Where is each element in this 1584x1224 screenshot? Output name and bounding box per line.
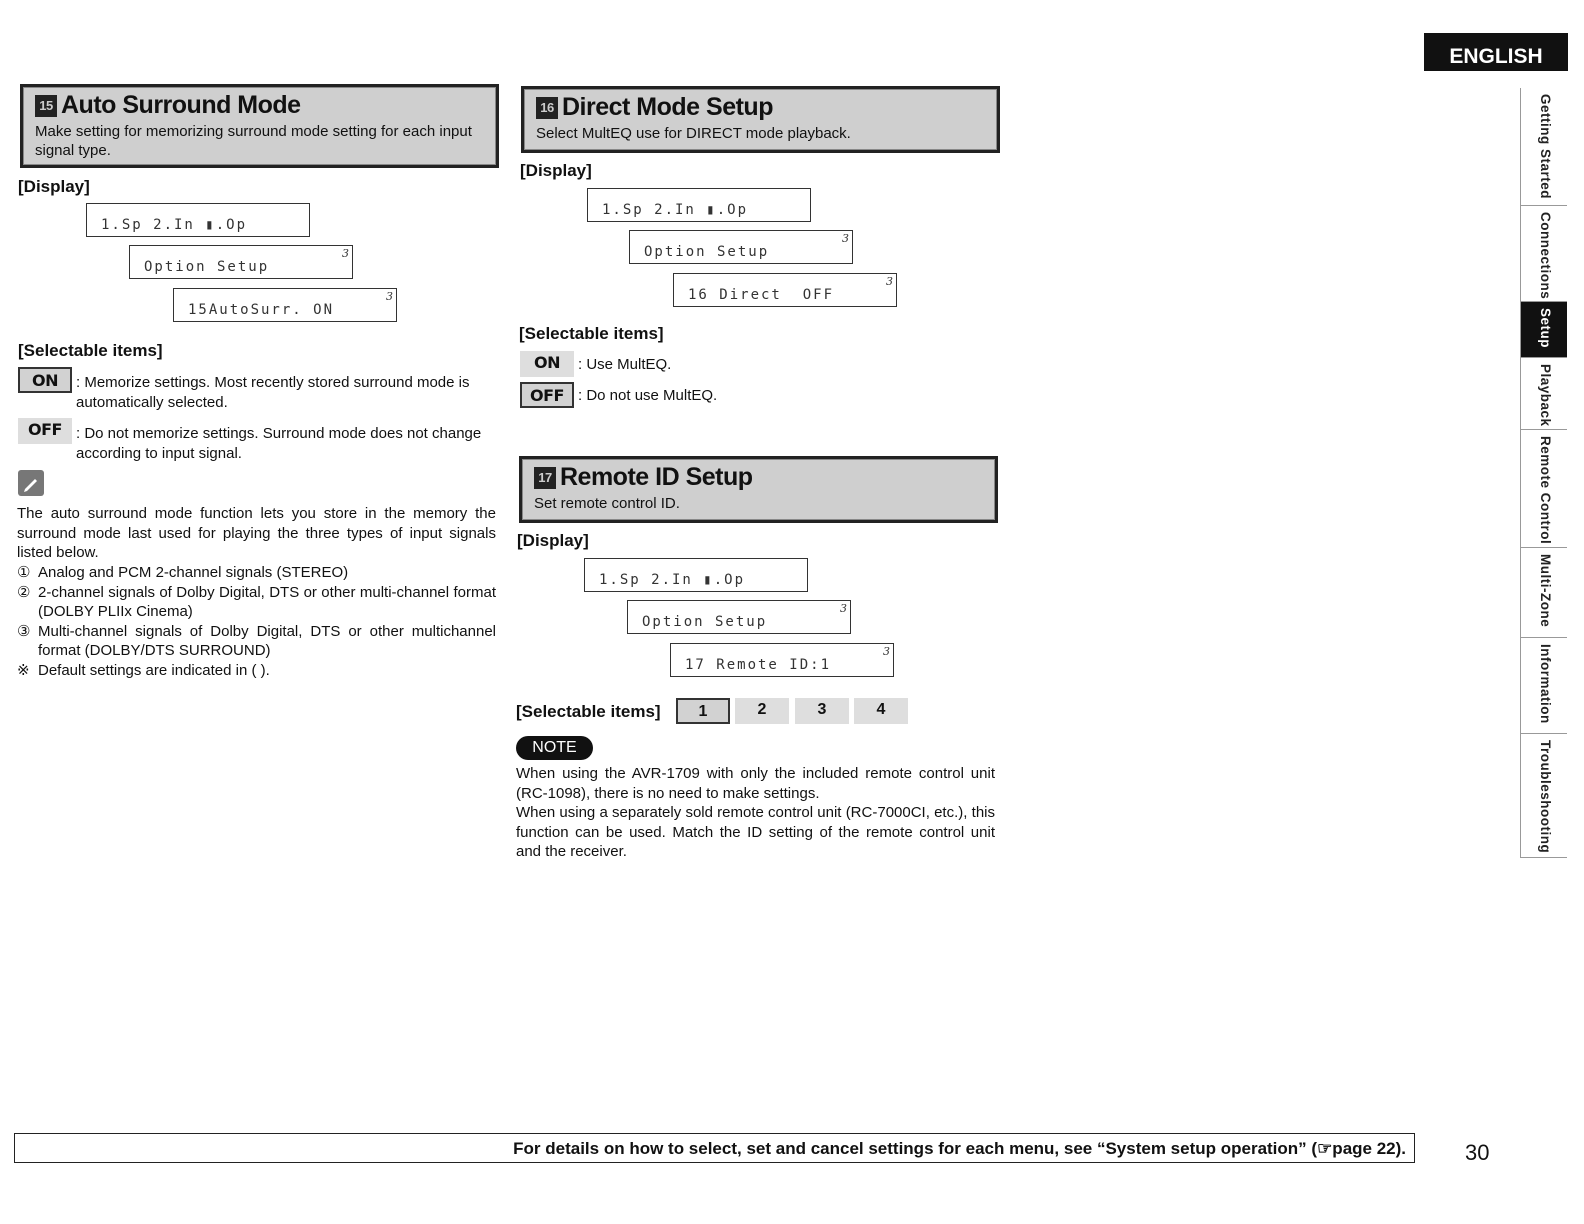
section-number: 16 bbox=[536, 97, 558, 119]
off-badge: OFF bbox=[520, 382, 574, 408]
tab-information[interactable] bbox=[1521, 638, 1567, 734]
tab-connections[interactable] bbox=[1521, 206, 1567, 302]
selectable-label: [Selectable items] bbox=[519, 324, 664, 343]
lcd-indicator: 3 bbox=[342, 247, 349, 260]
lcd-display bbox=[629, 230, 853, 264]
tab-label: Multi-Zone bbox=[1538, 554, 1553, 628]
list-marker: ② bbox=[17, 583, 31, 601]
tab-label: Connections bbox=[1538, 212, 1553, 300]
section-title bbox=[536, 93, 985, 122]
lcd-text: 16 Direct OFF bbox=[688, 287, 835, 303]
remote-id-header bbox=[519, 456, 998, 523]
lcd-text: Option Setup bbox=[144, 259, 270, 275]
tab-troubleshooting[interactable] bbox=[1521, 734, 1567, 858]
tab-setup[interactable] bbox=[1521, 302, 1567, 358]
lcd-text: 15AutoSurr. ON bbox=[188, 302, 335, 318]
section-number: 15 bbox=[35, 95, 57, 117]
display-label: [Display] bbox=[18, 177, 90, 196]
auto-surround-subtitle: Make setting for memorizing surround mode setting for each input signal type. bbox=[35, 123, 472, 159]
lcd-display bbox=[86, 203, 310, 237]
lcd-display bbox=[670, 643, 894, 677]
lcd-display bbox=[627, 600, 851, 634]
lcd-text: 1.Sp 2.In ▮.Op bbox=[599, 572, 746, 588]
list-text: Default settings are indicated in ( ). bbox=[38, 661, 270, 679]
lcd-display bbox=[173, 288, 397, 322]
lcd-text: 1.Sp 2.In ▮.Op bbox=[602, 202, 749, 218]
tab-label: Remote Control bbox=[1538, 436, 1553, 545]
side-tabs bbox=[1520, 88, 1567, 858]
lcd-indicator: 3 bbox=[886, 275, 893, 288]
lcd-display bbox=[587, 188, 811, 222]
off-description: : Do not memorize settings. Surround mode does not change according to input signal. bbox=[76, 425, 482, 462]
lcd-text: 17 Remote ID:1 bbox=[685, 657, 832, 673]
on-description: : Use MultEQ. bbox=[578, 356, 672, 373]
on-badge: ON bbox=[520, 351, 574, 377]
lcd-indicator: 3 bbox=[840, 602, 847, 615]
list-item bbox=[17, 622, 496, 661]
section-title bbox=[35, 91, 484, 120]
direct-mode-title: Direct Mode Setup bbox=[562, 93, 773, 121]
note-badge: NOTE bbox=[516, 736, 593, 760]
page-number: 30 bbox=[1465, 1140, 1490, 1165]
note-text-2: When using a separately sold remote control unit (RC-7000CI, etc.), this function can be used. Match the ID setting of the remote control unit and the receiver. bbox=[516, 804, 995, 861]
list-text: 2-channel signals of Dolby Digital, DTS or other multi-channel format (DOLBY PLIIx Cinema) bbox=[38, 583, 496, 621]
display-label: [Display] bbox=[520, 161, 592, 180]
display-label: [Display] bbox=[517, 531, 589, 550]
tab-label: Troubleshooting bbox=[1538, 740, 1553, 854]
section-title bbox=[534, 463, 983, 492]
selectable-label: [Selectable items] bbox=[18, 341, 163, 360]
lcd-text: 1.Sp 2.In ▮.Op bbox=[101, 217, 248, 233]
lcd-text: Option Setup bbox=[642, 614, 768, 630]
on-description: : Memorize settings. Most recently stored surround mode is automatically selected. bbox=[76, 374, 470, 411]
footer-box bbox=[14, 1133, 1415, 1163]
list-item bbox=[17, 661, 496, 681]
lcd-text: Option Setup bbox=[644, 244, 770, 260]
remote-id-subtitle: Set remote control ID. bbox=[534, 495, 680, 512]
list-text: Analog and PCM 2-channel signals (STEREO) bbox=[38, 564, 349, 581]
language-tab: ENGLISH bbox=[1424, 33, 1568, 71]
lcd-indicator: 3 bbox=[842, 232, 849, 245]
id-1-badge: 1 bbox=[676, 698, 730, 724]
footer-text: For details on how to select, set and cancel settings for each menu, see “System setup operation” (☞page 22). bbox=[513, 1139, 1406, 1158]
auto-surround-header bbox=[20, 84, 499, 168]
list-text: Multi-channel signals of Dolby Digital, DTS or other multichannel format (DOLBY/DTS SURROUND) bbox=[38, 622, 496, 660]
section-number: 17 bbox=[534, 467, 556, 489]
tab-label: Getting Started bbox=[1538, 94, 1553, 200]
lcd-indicator: 3 bbox=[386, 290, 393, 303]
auto-surround-title: Auto Surround Mode bbox=[61, 91, 301, 119]
id-2-badge: 2 bbox=[735, 698, 789, 724]
id-4-badge: 4 bbox=[854, 698, 908, 724]
id-3-badge: 3 bbox=[795, 698, 849, 724]
tab-label: Setup bbox=[1538, 308, 1553, 349]
tab-label: Information bbox=[1538, 644, 1553, 724]
on-badge: ON bbox=[18, 367, 72, 393]
tab-multi-zone[interactable] bbox=[1521, 548, 1567, 638]
lcd-display bbox=[673, 273, 897, 307]
off-badge: OFF bbox=[18, 418, 72, 444]
list-marker: ③ bbox=[17, 622, 31, 640]
list-marker: ① bbox=[17, 564, 31, 581]
direct-mode-subtitle: Select MultEQ use for DIRECT mode playback. bbox=[536, 125, 851, 142]
off-description: : Do not use MultEQ. bbox=[578, 387, 718, 404]
lcd-display bbox=[584, 558, 808, 592]
list-marker: ※ bbox=[17, 661, 30, 679]
memo-pencil-icon bbox=[18, 470, 44, 496]
tab-getting-started[interactable] bbox=[1521, 88, 1567, 206]
signal-list bbox=[17, 563, 496, 681]
lcd-indicator: 3 bbox=[883, 645, 890, 658]
direct-mode-header bbox=[521, 86, 1000, 153]
remote-id-title: Remote ID Setup bbox=[560, 463, 753, 491]
tab-label: Playback bbox=[1538, 364, 1553, 427]
list-item bbox=[17, 563, 496, 583]
note-text-1: When using the AVR-1709 with only the included remote control unit (RC-1098), there is no need to make settings. bbox=[516, 765, 995, 802]
list-item bbox=[17, 583, 496, 622]
memo-text: The auto surround mode function lets you store in the memory the surround mode last used for playing the three types of input signals listed below. bbox=[17, 505, 496, 562]
selectable-label: [Selectable items] bbox=[516, 702, 661, 721]
tab-remote-control[interactable] bbox=[1521, 430, 1567, 548]
lcd-display bbox=[129, 245, 353, 279]
tab-playback[interactable] bbox=[1521, 358, 1567, 430]
